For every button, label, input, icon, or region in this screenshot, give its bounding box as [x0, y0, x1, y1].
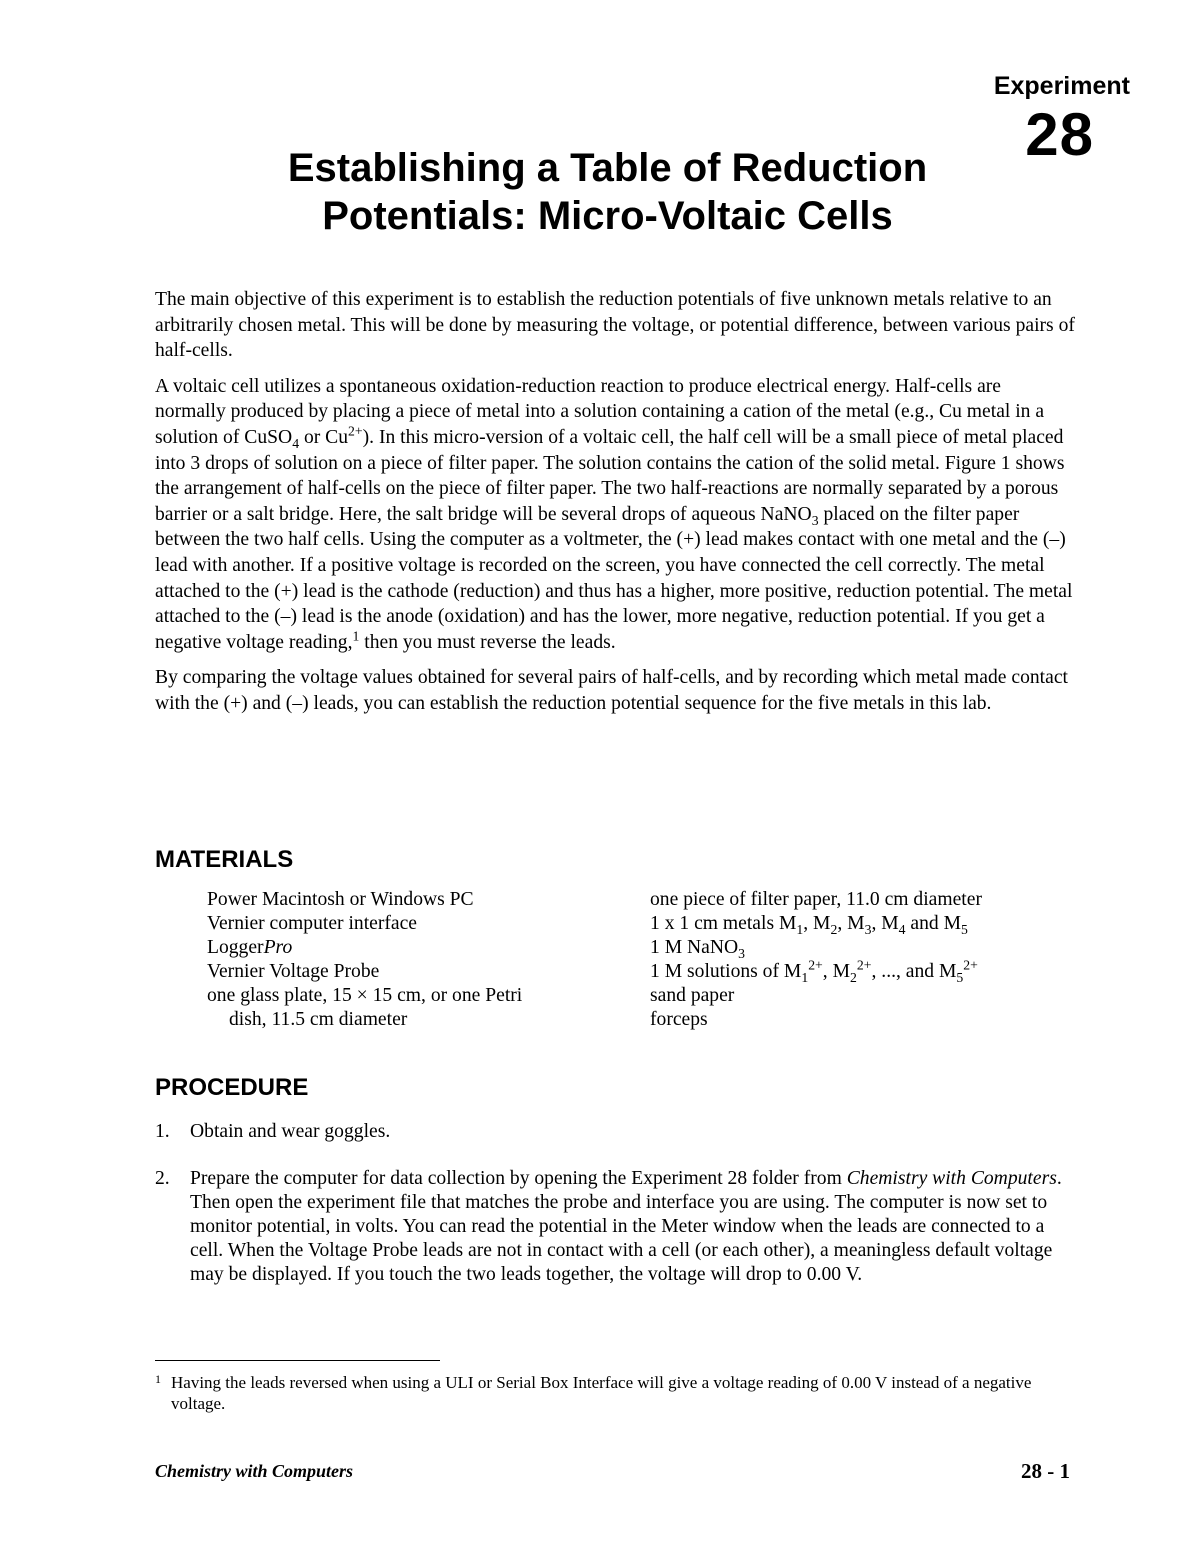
intro-paragraph-1: The main objective of this experiment is to establish the reduction potentials of five unknown metals relative to an arbitrarily chosen metal. This will be done by measuring the voltage, or potential difference, between various pairs of half-cells. [155, 289, 1075, 362]
superscript: 2+ [856, 957, 872, 973]
superscript: 2+ [348, 423, 363, 439]
experiment-number: 28 [1025, 101, 1094, 168]
materials-right-column [650, 888, 1090, 1032]
subscript: 4 [898, 921, 906, 937]
subscript: 1 [796, 921, 804, 937]
text-run: placed on the filter paper between the two half cells. Using the computer as a voltmeter, the (+) lead makes contact with one metal and the (–) lead with another. If a positive voltage is recorded on the screen, you have connected the cell correctly. The metal attached to the (+) lead is the cathode (reduction) and thus has a higher, more positive, reduction potential. The metal attached to the (–) lead is the anode (oxidation) and has the lower, more negative, reduction potential. If you get a negative voltage reading, [155, 503, 1073, 653]
subscript: 2 [850, 969, 857, 985]
material-item: one glass plate, 15 × 15 cm, or one Petri [207, 985, 523, 1006]
footnote-ref[interactable]: 1 [352, 628, 360, 644]
material-item: Vernier Voltage Probe [207, 961, 380, 982]
text-run: ). In this micro-version of a voltaic cell, the half cell will be a small piece of metal placed into 3 drops of solution on a piece of filter paper. The solution contains the cation of the solid metal. Figure 1 shows the arrangement of half-cells on the piece of filter paper. The two half-reactions are normally separated by a porous barrier or a salt bridge. Here, the salt bridge will be several drops of aqueous NaNO [155, 426, 1065, 525]
material-item: forceps [650, 1009, 708, 1030]
text-run: Logger [207, 937, 264, 958]
subscript: 1 [801, 969, 809, 985]
page-number: 28 - 1 [1021, 1459, 1070, 1483]
material-item [650, 936, 1090, 960]
text-run: 1 M solutions of M [650, 961, 802, 982]
footnote-number: 1 [155, 1372, 161, 1386]
superscript: 2+ [808, 957, 823, 973]
text-run: Prepare the computer for data collection by opening the Experiment 28 folder from [190, 1168, 847, 1189]
step-number: 1. [155, 1121, 170, 1142]
step-text [190, 1168, 1062, 1285]
intro-section [155, 287, 1075, 727]
materials-heading: MATERIALS [155, 846, 294, 873]
text-run: , M [871, 913, 899, 934]
procedure-heading: PROCEDURE [155, 1074, 309, 1101]
procedure-step-1 [155, 1120, 1075, 1144]
superscript: 2+ [963, 957, 978, 973]
intro-paragraph-3: By comparing the voltage values obtained for several pairs of half-cells, and by recording which metal made contact with the (+) and (–) leads, you can establish the reduction potential sequence for the five metals in this lab. [155, 667, 1068, 714]
page-title [150, 144, 1065, 240]
text-run: . Then open the experiment file that matches the probe and interface you are using. The computer is now set to monitor potential, in volts. You can read the potential in the Meter window when the leads are connected to a cell. When the Voltage Probe leads are not in contact with a cell (or each other), a meaningless default voltage may be displayed. If you touch the two leads together, the voltage will drop to 0.00 V. [190, 1168, 1062, 1285]
subscript: 2 [830, 921, 838, 937]
material-item: Vernier computer interface [207, 913, 417, 934]
materials-left-column [207, 888, 607, 1032]
subscript: 3 [738, 945, 746, 961]
material-item-continued: dish, 11.5 cm diameter [229, 1009, 408, 1030]
text-run: , M [837, 913, 865, 934]
title-line-2: Potentials: Micro-Voltaic Cells [322, 194, 893, 238]
intro-paragraph-2 [155, 374, 1075, 656]
step-text: Obtain and wear goggles. [190, 1121, 391, 1142]
text-run: , ..., and M [871, 961, 957, 982]
subscript: 3 [864, 921, 872, 937]
step-number: 2. [155, 1168, 170, 1189]
material-item [207, 936, 607, 960]
text-run: 1 x 1 cm metals M [650, 913, 797, 934]
footnote-text: Having the leads reversed when using a ULI or Serial Box Interface will give a voltage reading of 0.00 V instead of a negative voltage. [171, 1373, 1032, 1413]
text-run-italic: Pro [263, 937, 293, 958]
footer-book-title: Chemistry with Computers [155, 1461, 354, 1481]
subscript: 3 [811, 512, 819, 528]
text-run: 1 M NaNO [650, 937, 739, 958]
text-run: , M [803, 913, 831, 934]
procedure-step-2 [155, 1167, 1075, 1287]
material-item: sand paper [650, 985, 735, 1006]
text-run: and M [905, 913, 962, 934]
material-item: one piece of filter paper, 11.0 cm diameter [650, 889, 982, 910]
text-run: or Cu [299, 426, 349, 448]
text-run: A voltaic cell utilizes a spontaneous oxidation-reduction reaction to produce electrical energy. Half-cells are normally produced by placing a piece of metal into a solution containing a cation of the metal (e.g., Cu metal in a solution of CuSO [155, 375, 1045, 448]
subscript: 4 [292, 435, 300, 451]
title-line-1: Establishing a Table of Reduction [287, 146, 928, 190]
subscript: 5 [961, 921, 968, 937]
material-item [650, 912, 1090, 936]
experiment-label: Experiment [993, 72, 1130, 100]
book-title: Chemistry with Computers [846, 1168, 1057, 1189]
material-item [650, 957, 1090, 985]
text-run: then you must reverse the leads. [359, 631, 616, 653]
material-item: Power Macintosh or Windows PC [207, 889, 474, 910]
text-run: , M [822, 961, 851, 982]
footnote-divider [155, 1360, 440, 1361]
subscript: 5 [956, 969, 964, 985]
footnote [155, 1372, 1075, 1414]
